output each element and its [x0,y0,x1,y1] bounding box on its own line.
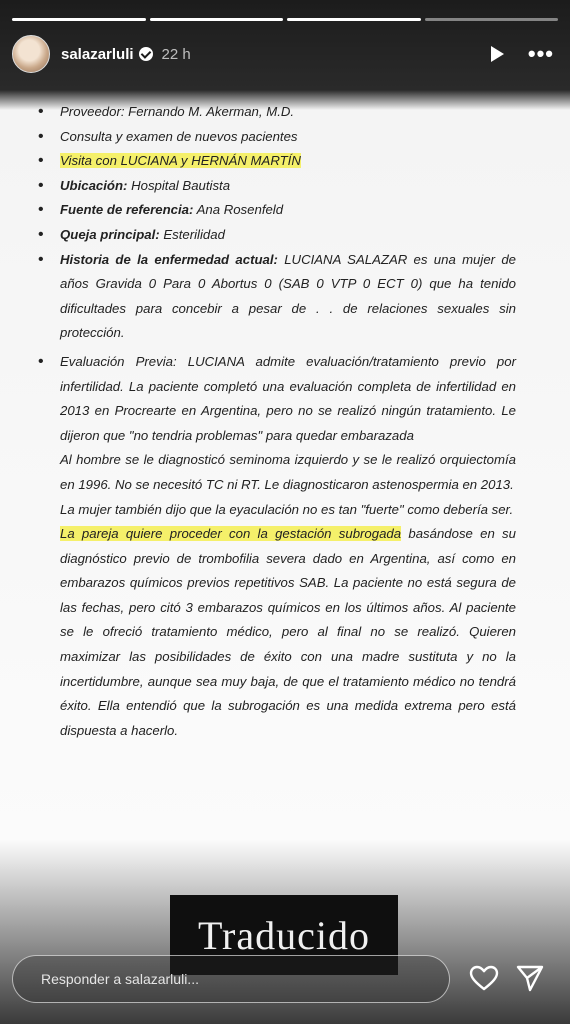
item-text: Ana Rosenfeld [193,202,284,218]
progress-segment-4 [425,18,559,21]
item-text: Esterilidad [159,226,225,242]
verified-badge-icon [139,47,153,61]
item-label: Queja principal: [60,226,160,242]
evaluation-paragraph-4 [60,522,516,743]
progress-segment-2 [150,18,284,21]
reply-input[interactable] [39,970,449,988]
list-item [60,125,516,150]
document-image [36,100,516,743]
story-header [12,34,558,74]
username[interactable]: salazarluli [61,45,134,63]
evaluation-paragraph-2: Al hombre se le diagnosticó seminoma izquierdo y se le realizó orquiectomía en 1996. No se necesitó TC ni RT. Le diagnosticaron astenospermia en 2013. [60,452,516,492]
list-item-evaluation [60,350,516,744]
progress-segment-3 [287,18,421,21]
list-item [60,223,516,248]
send-icon[interactable] [514,962,546,994]
list-item [60,198,516,223]
item-label: Historia de la enfermedad actual: [60,251,278,267]
reply-box[interactable] [12,955,450,1003]
play-icon[interactable] [491,46,504,62]
avatar[interactable] [12,35,50,73]
list-item [60,149,516,174]
more-icon[interactable]: ••• [527,41,554,66]
item-text: Consulta y examen de nuevos pacientes [60,128,298,144]
item-text: Hospital Bautista [127,177,231,193]
item-text: LUCIANA SALAZAR es una mujer de años Gravida 0 Para 0 Abortus 0 (SAB 0 VTP 0 ECT 0) que ha tenido dificultades para concebir a pesar de . . de relaciones sexuales sin protección. [60,251,517,341]
list-item [60,248,516,346]
evaluation-paragraph-3: La mujer también dijo que la eyaculación no es tan "fuerte" como debería ser. [60,501,514,517]
highlighted-text: La pareja quiere proceder con la gestación subrogada [60,526,402,542]
heart-icon[interactable] [468,962,500,994]
evaluation-paragraph-1: • Evaluación Previa: LUCIANA admite evaluación/tratamiento previo por infertilidad. La paciente completó una evaluación completa de infertilidad en 2013 en Procrearte en Argentina, pero no se realizó ningún tratamiento. Le dijeron que "no tendria problemas" para quedar embarazada [60,353,516,443]
list-item [60,100,516,125]
highlighted-text: Visita con LUCIANA y HERNÁN MARTÍN [60,153,301,169]
item-label: Ubicación: [60,177,128,193]
list-item [60,174,516,199]
item-label: Fuente de referencia: [60,202,194,218]
document-list [36,100,516,743]
post-time: 22 h [161,45,191,63]
story-progress [12,18,558,21]
translated-label: Traducido [170,895,398,975]
item-text: Proveedor: Fernando M. Akerman, M.D. [60,104,295,119]
progress-segment-1 [12,18,146,21]
paragraph-text: basándose en su diagnóstico previo de trombofilia severa dado en Argentina, así como en embarazos químicos previos repetitivos SAB. La paciente no está segura de las fechas, pero citó 3 embarazos químicos en los últimos años. Al paciente se le ofreció tratamiento médico, pero al final no se realizó. Quieren maximizar las posibilidades de éxito con una madre sustituta y no la incertidumbre, aunque sea muy baja, de que el tratamiento médico no tendrá éxito. Ella entendió que la subrogación es una medida extrema pero está dispuesta a hacerlo. [60,526,516,738]
